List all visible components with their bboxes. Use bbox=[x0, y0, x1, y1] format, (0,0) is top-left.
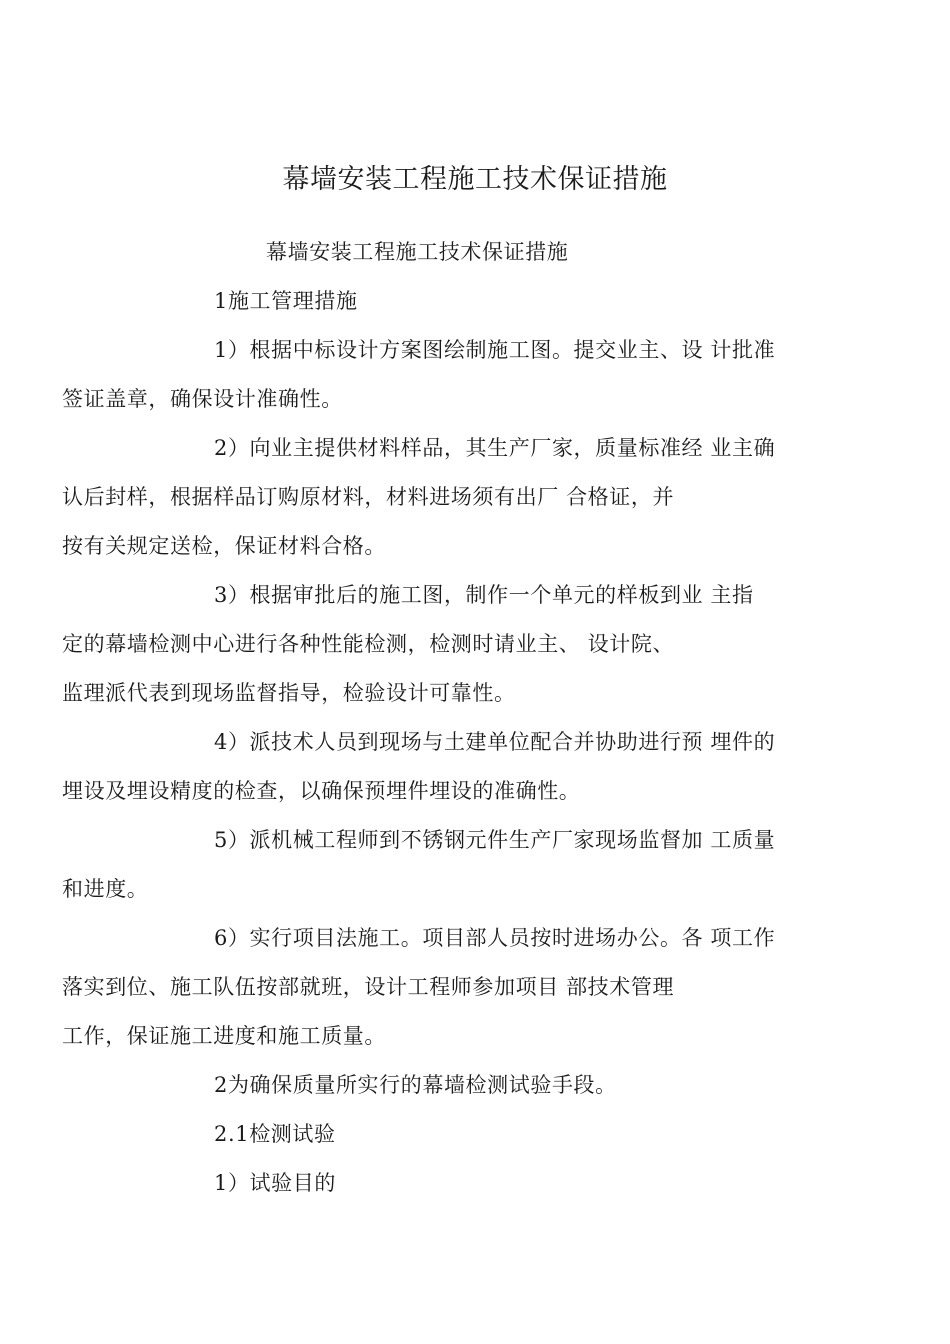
paragraph-line: 工作，保证施工进度和施工质量。 bbox=[62, 1024, 386, 1048]
paragraph-line: 监理派代表到现场监督指导，检验设计可靠性。 bbox=[62, 681, 516, 705]
document-title: 幕墙安装工程施工技术保证措施 bbox=[282, 164, 668, 195]
paragraph-line: 1）根据中标设计方案图绘制施工图。提交业主、设 计批准 bbox=[214, 338, 776, 362]
paragraph-line: 签证盖章，确保设计准确性。 bbox=[62, 387, 343, 411]
document-subtitle: 幕墙安装工程施工技术保证措施 bbox=[266, 240, 569, 264]
paragraph-line: 5）派机械工程师到不锈钢元件生产厂家现场监督加 工质量 bbox=[214, 828, 776, 852]
paragraph-3 bbox=[62, 571, 828, 718]
paragraph-6 bbox=[62, 914, 828, 1061]
paragraph-4 bbox=[62, 718, 828, 816]
paragraph-2 bbox=[62, 424, 828, 571]
paragraph-1 bbox=[62, 326, 828, 424]
subsection-heading-purpose: 1）试验目的 bbox=[214, 1171, 336, 1195]
section-heading-1: 1施工管理措施 bbox=[214, 289, 358, 313]
paragraph-line: 按有关规定送检，保证材料合格。 bbox=[62, 534, 386, 558]
paragraph-line: 埋设及埋设精度的检查，以确保预埋件埋设的准确性。 bbox=[62, 779, 581, 803]
section-heading-2-1: 2.1检测试验 bbox=[214, 1122, 336, 1146]
paragraph-line: 定的幕墙检测中心进行各种性能检测，检测时请业主、 设计院、 bbox=[62, 632, 675, 656]
paragraph-line: 和进度。 bbox=[62, 877, 149, 901]
paragraph-line: 认后封样，根据样品订购原材料，材料进场须有出厂 合格证，并 bbox=[62, 485, 675, 509]
paragraph-line: 3）根据审批后的施工图，制作一个单元的样板到业 主指 bbox=[214, 583, 754, 607]
paragraph-line: 2）向业主提供材料样品，其生产厂家，质量标准经 业主确 bbox=[214, 436, 776, 460]
paragraph-line: 4）派技术人员到现场与土建单位配合并协助进行预 埋件的 bbox=[214, 730, 776, 754]
paragraph-line: 6）实行项目法施工。项目部人员按时进场办公。各 项工作 bbox=[214, 926, 776, 950]
paragraph-5 bbox=[62, 816, 828, 914]
section-heading-2: 2为确保质量所实行的幕墙检测试验手段。 bbox=[214, 1073, 617, 1097]
document-body bbox=[62, 228, 828, 1208]
paragraph-line: 落实到位、施工队伍按部就班，设计工程师参加项目 部技术管理 bbox=[62, 975, 675, 999]
